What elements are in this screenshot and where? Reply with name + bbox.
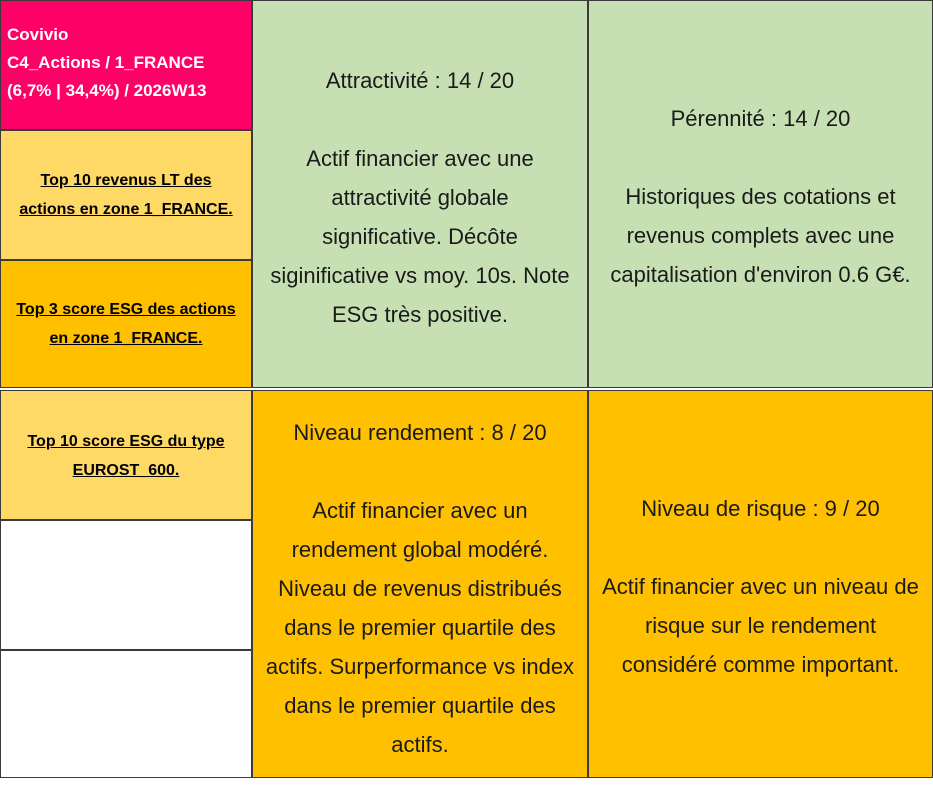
rendement-description xyxy=(266,491,574,764)
text-line: considéré comme important. xyxy=(621,652,900,677)
asset-header xyxy=(0,0,252,130)
top3-esg-link[interactable] xyxy=(0,260,252,388)
perennite-panel xyxy=(588,0,933,388)
text-line: risque sur le rendement xyxy=(644,613,877,638)
risque-description xyxy=(602,567,919,684)
perennite-title: Pérennité : 14 / 20 xyxy=(670,106,851,131)
text-line: rendement global modéré. xyxy=(291,537,549,562)
text-line: significative. Décôte xyxy=(322,224,518,249)
empty-cell xyxy=(0,520,252,650)
text-line: Actif financier avec un xyxy=(312,498,528,523)
text-line: Historiques des cotations et xyxy=(625,184,896,209)
link-line: Top 10 revenus LT des xyxy=(40,172,212,189)
text-line: siginificative vs moy. 10s. Note xyxy=(270,263,570,288)
risque-panel xyxy=(588,390,933,778)
top10-esg-type-link[interactable] xyxy=(0,390,252,520)
text-line: revenus complets avec une xyxy=(626,223,895,248)
rendement-panel xyxy=(252,390,588,778)
risque-title: Niveau de risque : 9 / 20 xyxy=(641,496,880,521)
text-line: attractivité globale xyxy=(331,185,509,210)
text-line: dans le premier quartile des xyxy=(284,615,556,640)
link-line: en zone 1_FRANCE. xyxy=(49,330,203,347)
attractivite-title: Attractivité : 14 / 20 xyxy=(325,68,515,93)
attractivite-panel xyxy=(252,0,588,388)
link-line: Top 3 score ESG des actions xyxy=(16,301,236,318)
text-line: Actif financier avec une xyxy=(306,146,534,171)
text-line: ESG très positive. xyxy=(331,302,509,327)
perennite-description xyxy=(610,177,910,294)
company-name: Covivio xyxy=(7,25,69,44)
asset-category: C4_Actions / 1_FRANCE xyxy=(7,53,205,72)
empty-cell xyxy=(0,650,252,778)
text-line: Niveau de revenus distribués xyxy=(278,576,562,601)
link-line: Top 10 score ESG du type xyxy=(27,433,225,450)
text-line: actifs. Surperformance vs index xyxy=(265,654,575,679)
text-line: capitalisation d'environ 0.6 G€. xyxy=(610,262,911,287)
text-line: actifs. xyxy=(391,732,449,757)
text-line: dans le premier quartile des xyxy=(284,693,556,718)
top10-revenus-link[interactable] xyxy=(0,130,252,260)
rendement-title: Niveau rendement : 8 / 20 xyxy=(293,420,547,445)
text-line: Actif financier avec un niveau de xyxy=(602,574,919,599)
link-line: EUROST_600. xyxy=(72,462,180,479)
attractivite-description xyxy=(270,139,569,334)
link-line: actions en zone 1_FRANCE. xyxy=(19,201,233,218)
asset-params: (6,7% | 34,4%) / 2026W13 xyxy=(7,81,207,100)
